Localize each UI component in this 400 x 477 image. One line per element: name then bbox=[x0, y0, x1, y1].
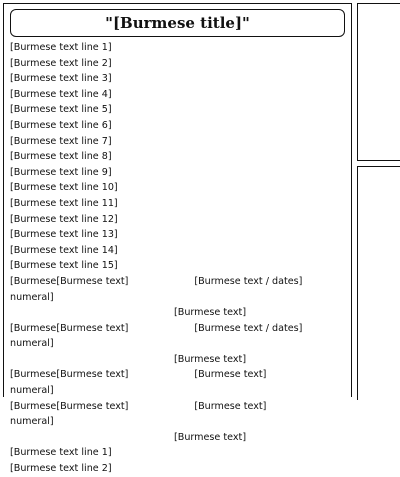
intro-line: [Burmese text line 4] bbox=[10, 88, 112, 100]
term-number: [Burmese numeral] bbox=[10, 369, 57, 397]
closing-line: [Burmese text line 1] bbox=[10, 447, 112, 459]
intro-line: [Burmese text line 2] bbox=[10, 57, 112, 69]
notice-body bbox=[4, 40, 351, 477]
intro-line: [Burmese text line 5] bbox=[10, 104, 112, 116]
intro-line: [Burmese text line 3] bbox=[10, 73, 112, 85]
term-row bbox=[10, 367, 345, 398]
term-row bbox=[10, 321, 345, 352]
term-row bbox=[10, 399, 345, 430]
term-number: [Burmese numeral] bbox=[10, 400, 57, 428]
term-row bbox=[10, 274, 345, 305]
term-value: [Burmese text] bbox=[194, 400, 267, 412]
term-label: [Burmese text] bbox=[56, 322, 129, 334]
intro-line: [Burmese text line 15] bbox=[10, 260, 118, 272]
adjacent-notice-frame bbox=[357, 166, 400, 400]
intro-line: [Burmese text line 12] bbox=[10, 213, 118, 225]
intro-line: [Burmese text line 8] bbox=[10, 151, 112, 163]
intro-line: [Burmese text line 9] bbox=[10, 166, 112, 178]
notice-title: "[Burmese title]" bbox=[10, 9, 345, 37]
intro-line: [Burmese text line 11] bbox=[10, 197, 118, 209]
intro-line: [Burmese text line 10] bbox=[10, 182, 118, 194]
term-label: [Burmese text] bbox=[56, 275, 129, 287]
term-label: [Burmese text] bbox=[56, 369, 129, 381]
intro-line: [Burmese text line 14] bbox=[10, 244, 118, 256]
term-label: [Burmese text] bbox=[56, 400, 129, 412]
term-value: [Burmese text / dates] bbox=[194, 275, 303, 287]
adjacent-notice-frame bbox=[357, 3, 400, 161]
tender-notice bbox=[3, 3, 352, 475]
intro-line: [Burmese text line 7] bbox=[10, 135, 112, 147]
closing-line: [Burmese text line 2] bbox=[10, 463, 112, 475]
term-value-continued: [Burmese text] bbox=[174, 353, 247, 365]
term-value: [Burmese text / dates] bbox=[194, 322, 303, 334]
intro-line: [Burmese text line 1] bbox=[10, 42, 112, 53]
term-number: [Burmese numeral] bbox=[10, 275, 57, 303]
term-value: [Burmese text] bbox=[194, 369, 267, 381]
term-value-continued: [Burmese text] bbox=[174, 431, 247, 443]
term-value-continued: [Burmese text] bbox=[174, 307, 247, 319]
intro-line: [Burmese text line 13] bbox=[10, 229, 118, 241]
intro-line: [Burmese text line 6] bbox=[10, 119, 112, 131]
term-number: [Burmese numeral] bbox=[10, 322, 57, 350]
